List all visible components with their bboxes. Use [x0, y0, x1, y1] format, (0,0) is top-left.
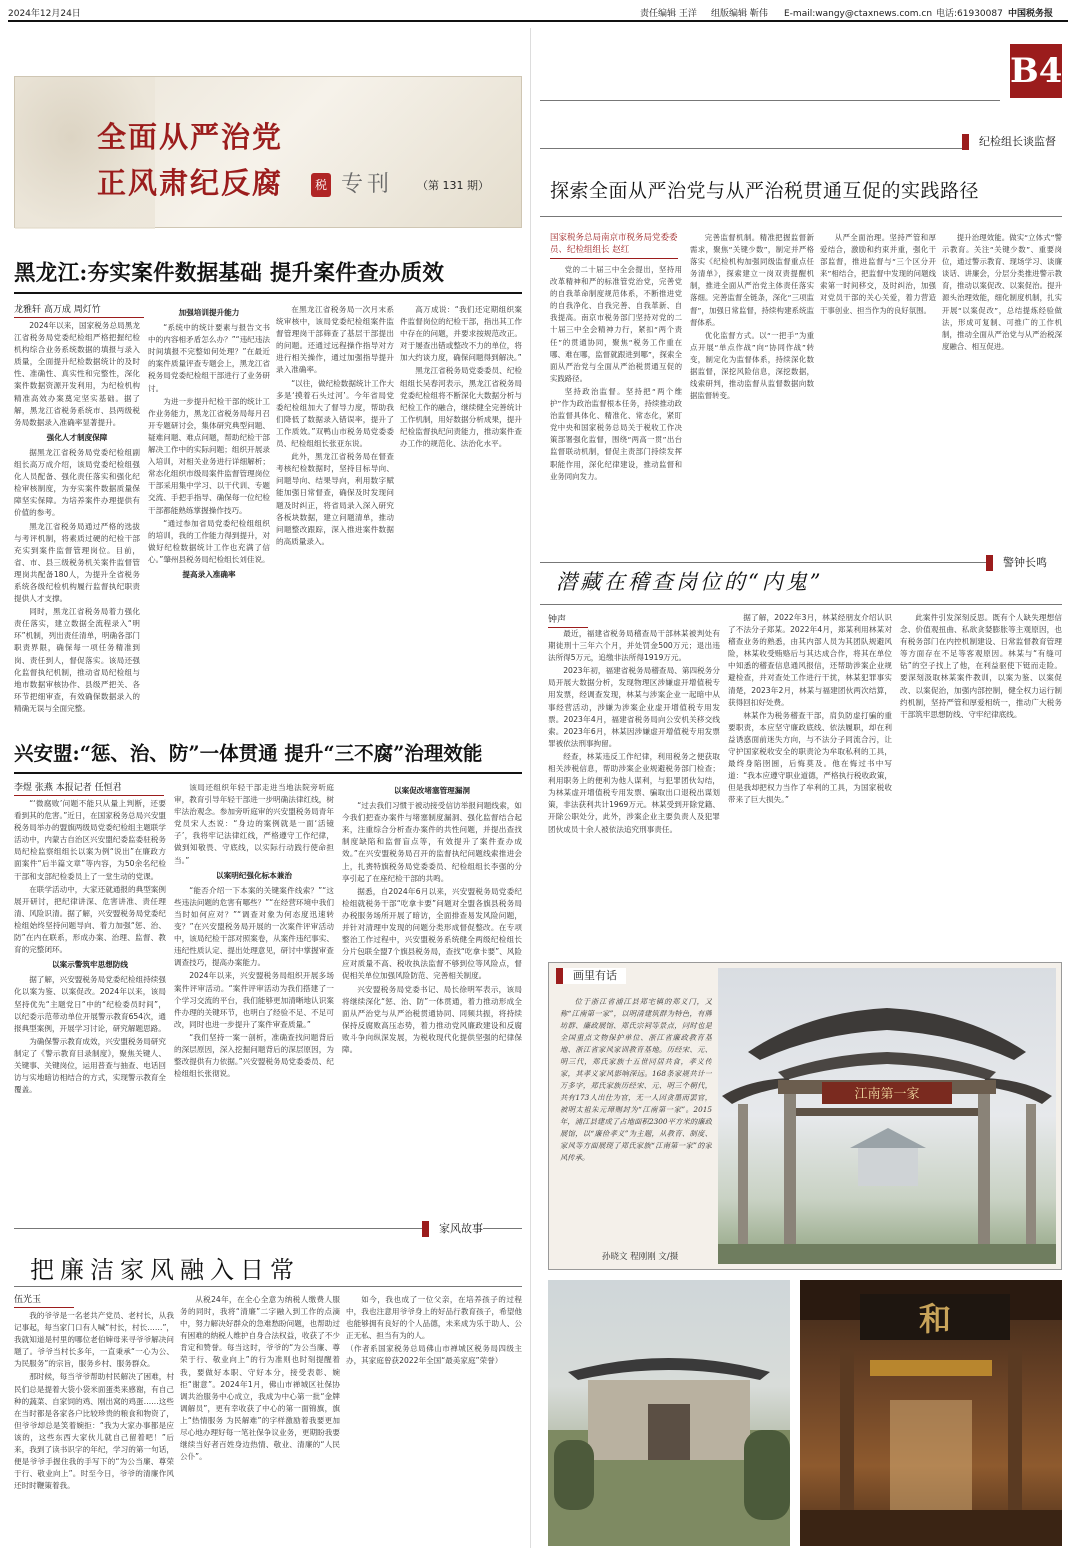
paragraph: 从税24年，在全心全意为纳税人缴费人服务的同时，我将“清廉”二字融入到工作的点滴中，努力解决好群众的急难愁盼问题，也帮助过有困难的纳税人维护自身合法权益，收获了不少肯定和赞誉。每当这时，爷爷的“为公当廉、尊荣于行、敬业向上”的行为准则也时刻提醒着我，要做好本职、守好本分，接受表彰、婉拒“谢意”。2024年1月，佛山市禅城区社保协调共治服务中心成立，我成为中心第一批“金牌调解员”，更有幸收获了中心的第一面锦旗，旗上“热情服务 为民解难”的字样激励着我要更加尽心地办理好每一笔社保争议业务，更期盼我要继续当好者百姓身边热情、敬业、清廉的“人民公仆”。: [180, 1295, 340, 1462]
paragraph: 据悉，自2024年6月以来，兴安盟税务局党委纪检组就税务干部“吃拿卡要”问题对全盟各旗县税务局办税服务场所开展了暗访，全面排查易发风险问题，并针对清理中发现的问题分类形成督促整改。在专项整治工作过程中，兴安盟税务系统健全两级纪检组长分片包联全盟7个旗县税务局，查找“吃拿卡要”、风险应对质量不高、税收执法监督不够到位等风险点，督促相关单位加强风险防范、完善相关制度。: [342, 886, 522, 981]
article2-body-col2: [174, 782, 334, 1216]
subheading: 以案示警筑牢思想防线: [52, 960, 128, 970]
courtyard-illustration: [548, 1280, 790, 1546]
paragraph: “‘微腐败’问题不能只从量上判断，还要看到其的危害。”近日，在国家税务总局兴安盟税务局举办的盟旗两级局党委纪检组主题联学活动中，内蒙古自治区兴安盟纪委监委驻税务局纪检监察组组长以案为例“说出”在廉政方面案件“后半篇文章”等内容，为50余名纪检干部和支部纪检委员上了一堂生动的党课。: [14, 799, 166, 881]
paragraph: 此案件引发深刻反思。既有个人缺失理想信念、价值观扭曲、私欲贪婪膨胀等主观原因，也有税务部门在内控机制建设、日常监督教育管理等方面存在不足等客观原因。林某与“有缝可钻”的空子找上了他，在利益驱使下铤而走险。要深刻汲取林某案件教训，以案为鉴、以案促改、以案促治，加强内部控制，健全权力运行制约机制，坚持严管和厚爱相统一，推动广大税务干部筑牢思想防线、守牢纪律底线。: [900, 613, 1062, 719]
paragraph: “以往，做纪检数据统计工作大多是‘摸着石头过河’。今年省局党委纪检组加大了督导力度，帮助我们降低了数据录入错误率，提升了工作质效。”双鸭山市税务局党委委员、纪检组组长张亚东说。: [276, 378, 394, 449]
header-date: 2024年12月24日: [8, 9, 81, 19]
paragraph: “能否介绍一下本案的关键案件线索？”“这些违法问题的危害有哪些？”“在经营环境中我们当时如何应对？”“调查对象为何态度迅速转变？”在兴安盟税务局开展的一次案件评审活动中，该局纪检干部对照案卷，从案件违纪事实、违纪性质认定、提出处理意见，研讨中掌握审查调查技巧，提高办案能力。: [174, 885, 334, 968]
article2-title: 兴安盟:“惩、治、防”一体贯通 提升“三不腐”治理效能: [14, 742, 483, 765]
paragraph: “我们坚持一案一剖析，准确查找问题背后的深层原因，深入挖掘问题背后的深层原因，为整改提供有力依据。”兴安盟税务局党委委员、纪检组组长张彻说。: [174, 1032, 334, 1079]
article5-byline: 钟声: [548, 612, 588, 628]
gate-plaque: 江南第一家: [854, 1087, 920, 1102]
paragraph: 黑龙江省税务局通过严格的选拔与考评机制，将素质过硬的纪检干部充实到案件监督管理岗位。目前，省、市、县三级税务机关案件监督管理岗共配备180人，为提升全省税务系统各级纪检机构履行监督执纪职责提供人才支撑。: [14, 521, 140, 604]
article1-title-rule: [14, 292, 522, 294]
article6-tag: 画里有话: [556, 968, 626, 984]
article3-body-col3: [346, 1294, 522, 1546]
paragraph: “通过参加省局党委纪检组组织的培训，我的工作能力得到提升，对做好纪检数据统计工作也充满了信心。”肇州县税务局纪检组长刘佳说。: [148, 518, 270, 564]
subheading: 加强培训提升能力: [178, 308, 240, 317]
article6-caption: 位于浙江省浦江县郑宅镇的郑义门，又称“江南第一家”，以明清建筑群为特色，有牌坊群、廉政展馆、郑氏宗祠等景点，同时也是全国重点文物保护单位、浙江省廉政教育基地、浙江省家风家训教育基地。历经宋、元、明三代，郑氏家族十五世同居共食，孝义传家，其孝义家风影响深远。168条家规共计一万多字，郑氏家族历经宋、元、明三个朝代，共有173人出仕为官，无一人因贪墨而罢官，被明太祖朱元璋赐封为“江南第一家”。2015年，浦江县建成了占地面积2300平方米的廉政展馆，以“廉俭孝义”为主题，从教育、制度、家风等方面展现了郑氏家族“江南第一家”的家风传承。: [560, 997, 712, 1162]
paragraph: 优化监督方式。以“一把手”为重点开展“单点作战”向“协同作战”转变，制定化为监督体系，持续深化数据监督，深挖风险信息，深挖数据，线索研判，推动监督从监督数据向数据监督转变。: [690, 330, 814, 401]
paragraph: 在黑龙江省税务局一次月末系统审核中，该局党委纪检组案件监督管理岗干部筛查了基层干部提出的问题。还通过远程操作指导对方进行相关操作，通过加强指导提升录入准确率。: [276, 305, 394, 375]
banner-line1: 全面从严治党: [97, 120, 284, 154]
header-editor: 责任编辑 王洋: [640, 9, 697, 19]
article3-body-col2: [180, 1294, 340, 1546]
article1-body-col3: [276, 304, 394, 722]
gate-illustration: [718, 968, 1056, 1264]
article4-body-col1: [550, 264, 682, 540]
paragraph: 我的爷爷是一名老共产党员、老村长，从我记事起，每当家门口有人喊“村长，村长……”，我就知道是村里的哪位老伯婶母来寻爷爷解决问题了。爷爷当村长多年，一直秉承“一心为公、为民服务”的宗旨，服务乡村、服务群众。: [14, 1311, 174, 1369]
paragraph: 党的二十届三中全会提出，坚持用改革精神和严的标准管党治党，完善党的自我革命制度规范体系，不断推进党的自我净化、自我完善、自我革新、自我提高。南京市税务部门坚持对党的二十届三中全会精神力行，紧扣“两个责任”的贯通协同，聚焦“税务工作重在哪、难在哪，监督就跟进到哪”，探索全面从严治党与全面从严治税贯通互促的实践路径。: [550, 265, 682, 383]
paragraph: 该局还组织年轻干部走进当地法院旁听庭审，教育引导年轻干部进一步明确法律红线，树牢法治观念。参加旁听庭审的兴安盟税务局青年党员宋人杰说：“身边的案例就是一面‘活镜子’，我将牢记法律红线，严格遵守工作纪律，做到知敬畏、守底线，以实际行动践行使命担当。”: [174, 783, 334, 865]
article2-byline: 李煜 张燕 本报记者 任恒君: [14, 780, 164, 796]
article1-title: 黑龙江:夯实案件数据基础 提升案件查办质效: [14, 261, 445, 286]
article3-title: 把廉洁家风融入日常: [30, 1256, 300, 1284]
header-email: E-mail:wangy@ctaxnews.com.cn: [784, 9, 933, 19]
page-number: [1010, 44, 1062, 98]
paragraph: 2024年以来，兴安盟税务局组织开展多场案件评审活动。“案件评审活动为我们搭建了一个学习交流的平台，我们能够更加清晰地认识案件办理的关键环节，也明白了经验不足、不足可改，同时也进一步提升了案件审查质量。”: [174, 971, 334, 1029]
paragraph: 从严全面治理。坚持严管和厚爱结合，激励和约束并重，强化干部监督，推进监督与“三个区分开来”相结合，把监督中发现的问题线索第一时间移交，及时纠治，加强对党员干部的关心关爱，着力营造干事创业、担当作为的良好氛围。: [820, 233, 936, 315]
paragraph: 经查，林某违反工作纪律，利用税务之便获取相关涉税信息，帮助涉案企业规避税务部门检查；利用职务上的便利为他人谋利，与犯罪团伙勾结，为林某虚开增值税专用发票、骗取出口退税出谋划策，非法获利共计1969万元。林某受到开除党籍、开除公职处分，此外，涉案企业主要负责人及犯罪团伙成员十余人被依法追究刑事责任。: [548, 751, 720, 834]
article5-body-col2: [728, 612, 892, 950]
paragraph: （作者系国家税务总局佛山市禅城区税务局四级主办，其家庭曾获2022年全国“最美家庭”荣誉）: [346, 1344, 522, 1366]
banner-seal: 税: [311, 173, 331, 197]
subheading: 强化人才制度保障: [46, 432, 108, 442]
center-divider: [530, 28, 531, 1548]
banner-issue: （第 131 期）: [417, 179, 489, 192]
hall-plaque: 和: [918, 1300, 952, 1338]
article5-title: 潜藏在稽查岗位的“内鬼”: [556, 570, 824, 594]
paragraph: 此外，黑龙江省税务局在督查考核纪检数据时，坚持目标导向、问题导向、结果导向，利用数字赋能加强日常督查，确保及时发现问题及时纠正，将省局录入深入研究各板块数据，建立问题清单，推动问题整改跟踪，深入推进案件数据的高质量录入。: [276, 452, 394, 546]
paragraph: “系统中的统计要素与报告文书中的内容相矛盾怎么办？”“违纪违法时间填报不完整如何处理？”在最近的案件质量评查专题会上，黑龙江省税务局党委纪检组干部进行了业务研讨。: [148, 323, 270, 393]
paragraph: 最近，福建省税务局稽查局干部林某被判处有期徒刑十三年六个月，并处罚金500万元；退出违法所得5万元，追缴非法所得1919万元。: [548, 629, 720, 663]
header-paper: 中国税务报: [1008, 9, 1054, 19]
page-header: [8, 6, 1068, 22]
article5-body-col3: [900, 612, 1062, 950]
article4-top-rule: [540, 100, 1000, 101]
article4-body-col2: [690, 232, 814, 540]
article1-byline: 龙雅轩 高万成 周灯竹: [14, 302, 144, 318]
paragraph: 提升治理效能。做实“立体式”警示教育。关注“关键少数”、重要岗位，通过警示教育、现场学习、谈廉谈话、讲廉会，分层分类推进警示教育，推动以案促改、以案促治。提升源头治理效能，细化制度机制，扎实开展“以案促改”，总结提炼经验做法，形成可复制、可推广的工作机制，推动全面从严治党与从严治税深度融合、相互促进。: [942, 233, 1062, 351]
article3-title-rule: [14, 1286, 522, 1287]
article2-title-rule: [14, 772, 522, 774]
banner-special: 专刊: [341, 172, 394, 197]
article5-title-rule: [540, 604, 1062, 605]
article4-byline: 国家税务总局南京市税务局党委委员、纪检组组长 赵红: [550, 232, 678, 259]
paragraph: 在联学活动中，大家还就通报的典型案例展开研讨，把纪律讲深、危害讲准、责任理清、风险识清。据了解，兴安盟税务局党委纪检组始终坚持问题导向、着力加强“惩、治、防”在内在联系，形成办案、治理、监督、教育的完整闭环。: [14, 884, 166, 955]
article3-tag: 家风故事: [422, 1221, 483, 1237]
paragraph: 黑龙江省税务局党委委员、纪检组组长吴春河表示，黑龙江省税务局党委纪检组将不断深化大数据分析与纪检工作的融合，继续健全完善统计工作机制，用好数据分析成果，提升纪检监督执纪问责能力，推动案件查办工作的规范化、法治化水平。: [400, 366, 522, 449]
article5-body-col1: [548, 628, 720, 950]
paragraph: 林某作为税务稽查干部，肩负防虚打骗的重要职责，本应坚守廉政底线、依法履职，却在利益诱惑面前迷失方向，与不法分子同流合污，让守护国家税收安全的职责沦为牟取私利的工具，最终身陷囹圄，后悔莫及。他在悔过书中写道：“我本应遵守职业道德，严格执行税收政策，但是我却把权力当作了牟利的工具，为国家税收带来了巨大损失。”: [728, 710, 892, 805]
paragraph: 2024年以来，国家税务总局黑龙江省税务局党委纪检组严格把握纪检机构综合业务系统数据的填报与录入质量，全面提升纪检数据统计的及时性、准确性、真实性和完整性，深化案件数据资源开发利用，为纪检机构精准高效办案奠定坚实基础。据了解，黑龙江省税务系统市、县两级税务局数据录入准确率显著提升。: [14, 321, 140, 427]
paragraph: 据黑龙江省税务局党委纪检组副组长高万成介绍，该局党委纪检组强化人员配备、强化责任落实和强化纪检审核制度，为夯实案件数据质量保障坚实保障。为培养案件办理提供有价值的参考。: [14, 447, 140, 518]
article4-tag: 纪检组长谈监督: [962, 134, 1062, 150]
paragraph: 如今，我也成了一位父亲，在培养孩子的过程中，我也注意用爷爷身上的好品行教育孩子，希望他也能够拥有良好的个人品德，未来成为乐于助人、公正无私、担当有为的人。: [346, 1295, 522, 1341]
banner-line2: 正风肃纪反腐: [97, 166, 284, 200]
banner: [14, 76, 522, 228]
article6-credit: 孙晓文 程刚刚 文/摄: [602, 1252, 679, 1262]
header-layout: 组版编辑 靳伟: [711, 9, 768, 19]
gate-photo: [718, 968, 1056, 1264]
article5-tag: 警钟长鸣: [986, 555, 1062, 571]
hall-photo: [800, 1280, 1062, 1546]
article1-body-col1: [14, 320, 140, 722]
paragraph: 那时候，每当爷爷帮助村民解决了困难，村民们总是提着大袋小袋米面蛋类来感谢，有自己种的蔬菜、自家饲的鸡、刚出窝的鸡蛋……这些在当时都是各家各户比较珍贵的粮食和物资了，但爷爷却总是笑着婉拒：“我为大家办事都是应该的，这些东西大家伙儿就自己留着吧！”后来，我到了读书识字的年纪，学习的第一句话，便是爷爷手握住我的手写下的“为公当廉、尊荣于行、敬业向上”。时至今日，爷爷的清廉作风还时时鞭策着我。: [14, 1372, 174, 1491]
paragraph: 同时，黑龙江省税务局着力强化责任落实，建立数据全流程录入“明环”机制，列出责任清单，明确各部门职责界限，确保每一项任务精准到岗、责任到人，督促落实。该局还强化监督执纪机制，推动省局纪检组与地市数据审核协作、县级严把关、各环节把细审查，有效确保数据录入的精确无误与全面完整。: [14, 607, 140, 713]
article4-title-rule: [540, 216, 1062, 217]
paragraph: 2023年初，福建省税务局稽查局、第四税务分局开展大数据分析，发现物理区涉嫌虚开增值税专用发票，经调查发现，林某与涉案企业一起暗中从事经营活动，涉嫌为涉案企业虚开增值税专用发票。2023年4月，福建省税务局向公安机关移交线索。2023年6月，林某因涉嫌虚开增值税专用发票罪被依法刑事拘留。: [548, 666, 720, 748]
article4-body-col4: [942, 232, 1062, 540]
paragraph: 完善监督机制。精准把握监督新需求，聚焦“关键少数”，制定并严格落实《纪检机构加强同级监督重点任务清单》，探索建立一岗双责提醒机制，推进全面从严治党主体责任落实落细。完善监督全链条，深化“三项监督”，加强日常监督，持续构建系统监督体系。: [690, 233, 814, 327]
header-phone: 电话:61930087: [936, 9, 1003, 19]
paragraph: 兴安盟税务局党委书记、局长徐明军表示，该局将继续深化“惩、治、防”一体贯通，着力推动形成全面从严治党与从严治税贯通协同、同频共振，将持续保持反腐败高压态势，着力推动党风廉政建设和反腐败斗争向纵深发展，为税收现代化提供坚强的纪律保障。: [342, 984, 522, 1054]
courtyard-photo: [548, 1280, 790, 1546]
paragraph: 为确保警示教育成效，兴安盟税务局研究制定了《警示教育目录制度》，聚焦关键人、关键事、关键岗位，运用普查与抽查、电话回访与实地暗访相结合的方式，实现警示教育全覆盖。: [14, 1036, 166, 1095]
paragraph: 坚持政治监督。坚持把“两个维护”作为政治监督根本任务，持续推动政治监督具体化、精准化、常态化，紧盯党中央和国家税务总局关于税收工作决策部署强化监督，围绕“两高一贯”出台监督联动机制，督促主责部门持续发挥职能作用，深化纪律建设，推动监督和业务同向发力。: [550, 386, 682, 481]
article4-title: 探索全面从严治党与从严治税贯通互促的实践路径: [550, 180, 980, 202]
paragraph: 高万成说：“我们还定期组织案件监督岗位的纪检干部，指出其工作中存在的问题，并要求按规范改正。对于屡查出错或整改不力的单位，将加大约谈力度，确保问题得到解决。”: [400, 305, 522, 363]
article4-body-col3: [820, 232, 936, 540]
paragraph: “过去我们习惯于被动接受信访举报问题线索，如今我们把查办案件与堵塞制度漏洞、强化监督结合起来，注重综合分析查办案件的共性问题，并提出查找制度缺陷和监督盲点等，有效提升了案件查办成效。”在兴安盟税务局召开的监督执纪问题线索推进会上，扎赉特旗税务局党委委员、纪检组组长李强的分享引起了在座纪检干部的共鸣。: [342, 801, 522, 883]
hall-illustration: [800, 1280, 1062, 1546]
paragraph: 为进一步提升纪检干部的统计工作业务能力，黑龙江省税务局每月召开专题研讨会，集体研究典型问题、疑难问题、难点问题，帮助纪检干部解决工作中的实际问题；组织开展录入培训，对相关业务进行详细解析；常态化组织市级局案件监督管理岗位干部采用集中学习、以干代训、专题交流、手把手指导、确保每一位纪检干部都能熟练掌握操作技巧。: [148, 396, 270, 515]
subheading: 提高录入准确率: [182, 569, 236, 579]
page-number-label: B4: [1010, 51, 1063, 91]
subheading: 以案明纪强化标本兼治: [216, 870, 292, 880]
article5-top-rule: [540, 562, 1062, 563]
article3-byline: 伍光玉: [14, 1292, 74, 1308]
article1-body-col4: [400, 304, 522, 722]
subheading: 以案促改堵塞管理漏洞: [394, 786, 470, 795]
article2-body-col1: [14, 798, 166, 1216]
article2-body-col3: [342, 782, 522, 1216]
article1-body-col2: [148, 304, 270, 722]
paragraph: 据了解，兴安盟税务局党委纪检组持续强化以案为鉴、以案促改。2024年以来，该局坚持优先“主题党日”中的“纪检委员时间”，以纪委示范带动单位开展警示教育654次，通报典型案例，开展学习讨论，研究解题思路。: [14, 975, 166, 1033]
article3-body-col1: [14, 1310, 174, 1546]
paragraph: 据了解，2022年3月，林某经朋友介绍认识了不法分子郑某。2022年4月，郑某利用林某对稽查业务的熟悉，由其内部人员为其团队规避风险，林某收受贿赂后与其达成合作，将其在单位中知悉的稽查信息通风报信，还帮助涉案企业规避检查，并对查处工作进行干扰，林某犯罪事实清楚，2023年2月，林某与福建团伙两次结算，获得回扣好处费。: [728, 613, 892, 707]
